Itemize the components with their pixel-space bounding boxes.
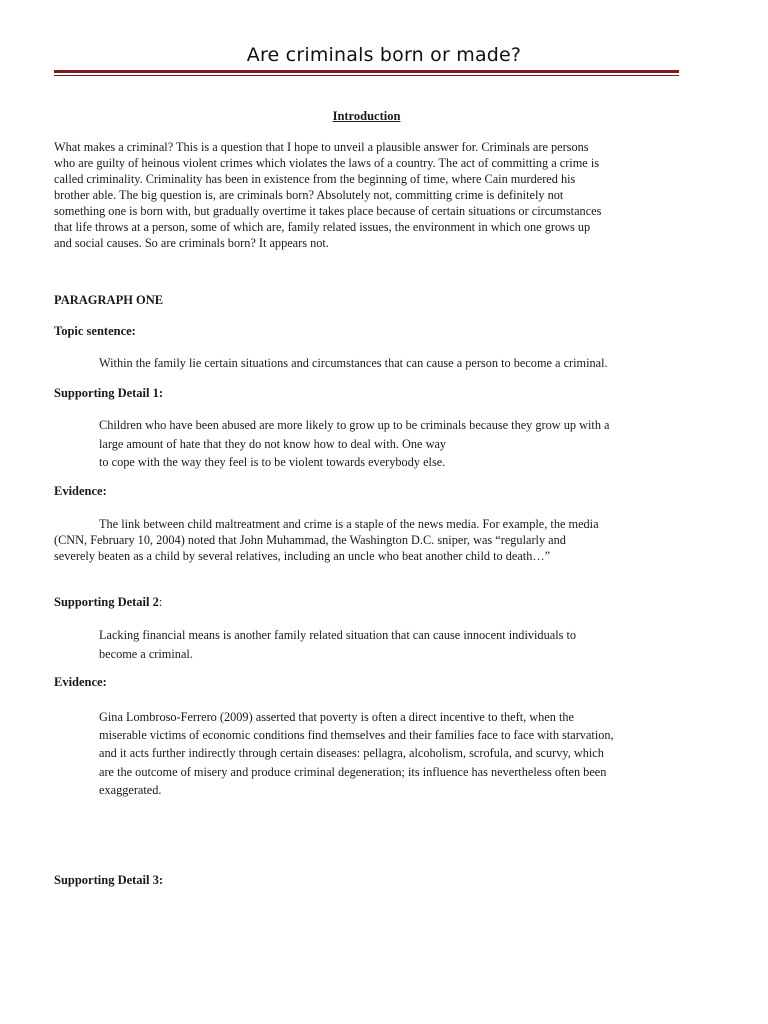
title-rule-thick [54,70,679,73]
introduction-line: that life throws at a person, some of which are, family related issues, the environment in which one grows up [54,220,591,234]
title-rule-thin [54,75,679,76]
evidence-1-line: severely beaten as a child by several relatives, including an uncle who beat another child to death…” [54,549,551,563]
supporting-detail-2-label [54,595,162,610]
evidence-2-line: exaggerated. [99,782,162,797]
evidence-1-text [54,516,599,564]
introduction-heading: Introduction [332,109,401,123]
supporting-detail-1-label: Supporting Detail 1: [54,386,164,400]
introduction-line: and social causes. So are criminals born? It appears not. [54,236,329,250]
topic-sentence-label: Topic sentence: [54,324,136,338]
paragraph-one-heading: PARAGRAPH ONE [54,293,164,307]
topic-sentence-line: Within the family lie certain situations and circumstances that can cause a person to become a criminal. [99,356,608,370]
evidence-2-label: Evidence: [54,675,107,689]
evidence-1-line: (CNN, February 10, 2004) noted that John Muhammad, the Washington D.C. sniper, was “regularly and [54,533,566,547]
evidence-2-line: are the outcome of misery and produce criminal degeneration; its influence has nevertheless often been [99,764,607,779]
evidence-2-line: and it acts further indirectly through certain diseases: pellagra, alcoholism, scrofula, and scurvy, which [99,746,604,761]
supporting-detail-3-label: Supporting Detail 3: [54,873,164,887]
introduction-line: brother able. The big question is, are criminals born? Absolutely not, committing crime is definitely not [54,188,564,202]
detail-1-line: Children who have been abused are more likely to grow up to be criminals because they grow up with a [99,418,610,432]
detail-1-line: to cope with the way they feel is to be violent towards everybody else. [99,455,446,469]
introduction-paragraph [54,139,601,251]
introduction-line: something one is born with, but gradually overtime it takes place because of certain situations or circumstances [54,204,602,218]
detail-2-line: become a criminal. [99,646,193,661]
supporting-detail-1-text [99,416,610,472]
evidence-2-line: miserable victims of economic conditions find themselves and their families face to face with starvation, [99,728,614,743]
evidence-2-line: Gina Lombroso-Ferrero (2009) asserted that poverty is often a direct incentive to theft, when the [99,710,574,724]
detail-1-line: large amount of hate that they do not know how to deal with. One way [99,436,447,451]
supporting-detail-2-text [99,626,576,663]
introduction-line: called criminality. Criminality has been in existence from the beginning of time, where Cain murdered his [54,172,576,186]
evidence-1-label: Evidence: [54,484,107,498]
supporting-detail-2-colon: : [158,595,163,609]
document-title: Are criminals born or made? [246,44,522,66]
introduction-line: What makes a criminal? This is a question that I hope to unveil a plausible answer for. Criminals are persons [54,140,589,154]
topic-sentence-text [99,355,608,371]
evidence-2-text [99,708,614,799]
detail-2-line: Lacking financial means is another family related situation that can cause innocent individuals to [99,628,577,642]
introduction-line: who are guilty of heinous violent crimes which violates the laws of a country. The act of committing a crime is [54,156,600,170]
evidence-1-line: The link between child maltreatment and crime is a staple of the news media. For example, the media [99,517,599,531]
supporting-detail-2-label-text: Supporting Detail 2 [54,595,159,609]
